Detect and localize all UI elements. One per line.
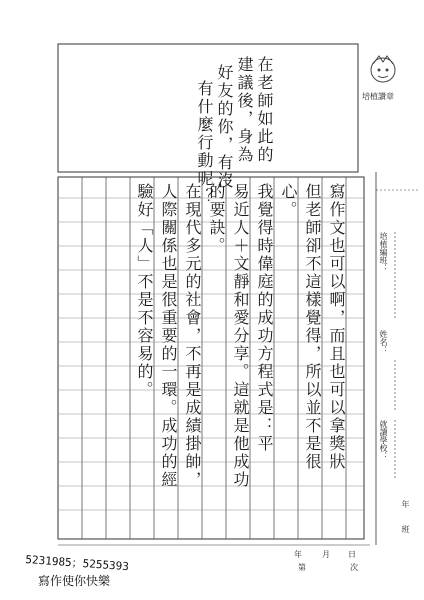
grid-column-4: 我覺得時偉庭的成功方程式是：平: [255, 183, 274, 453]
mascot-icon: [361, 48, 405, 88]
grid-column-5: 易近人＋文靜和愛分享。這就是他成功: [231, 183, 250, 489]
grid-column-6: 的要訣。: [207, 183, 226, 255]
stamp-logo: [361, 48, 405, 88]
footer-year: 年: [294, 550, 302, 559]
label-class: 班: [401, 525, 410, 533]
grid-column-8: 人際關係也是很重要的一環。成功的經: [159, 183, 178, 489]
comment-column-2: 建議後，身為: [235, 56, 254, 164]
grid-column-1: 寫作文也可以啊，而且也可以拿獎狀: [327, 183, 346, 471]
grid-column-2: 但老師卻不這樣覺得，所以並不是很: [303, 183, 322, 471]
label-name: 姓名：: [379, 330, 388, 354]
comment-column-4: 有什麼行動呢？: [195, 80, 214, 206]
slogan: 寫作使你快樂: [38, 574, 111, 588]
comment-column-1: 在老師如此的: [255, 56, 274, 164]
id-code: 5231985；5255393: [24, 552, 130, 574]
label-class-grade: 培植編班：: [379, 232, 388, 272]
grid-column-7: 在現代多元的社會，不再是成績掛帥，: [183, 183, 202, 489]
grid-column-9: 驗好「人」不是不容易的。: [135, 183, 154, 399]
stamp-caption: 培植讚章: [362, 92, 394, 101]
footer-day: 日: [348, 550, 356, 559]
label-school: 就讀學校：: [379, 420, 388, 460]
footer-month: 月: [322, 550, 330, 559]
label-year: 年: [401, 500, 410, 508]
footer-number: 第: [298, 563, 306, 572]
footer-times: 次: [350, 563, 358, 572]
grid-column-3: 心。: [279, 183, 298, 219]
comment-column-3: 好友的你，有沒: [215, 64, 234, 190]
